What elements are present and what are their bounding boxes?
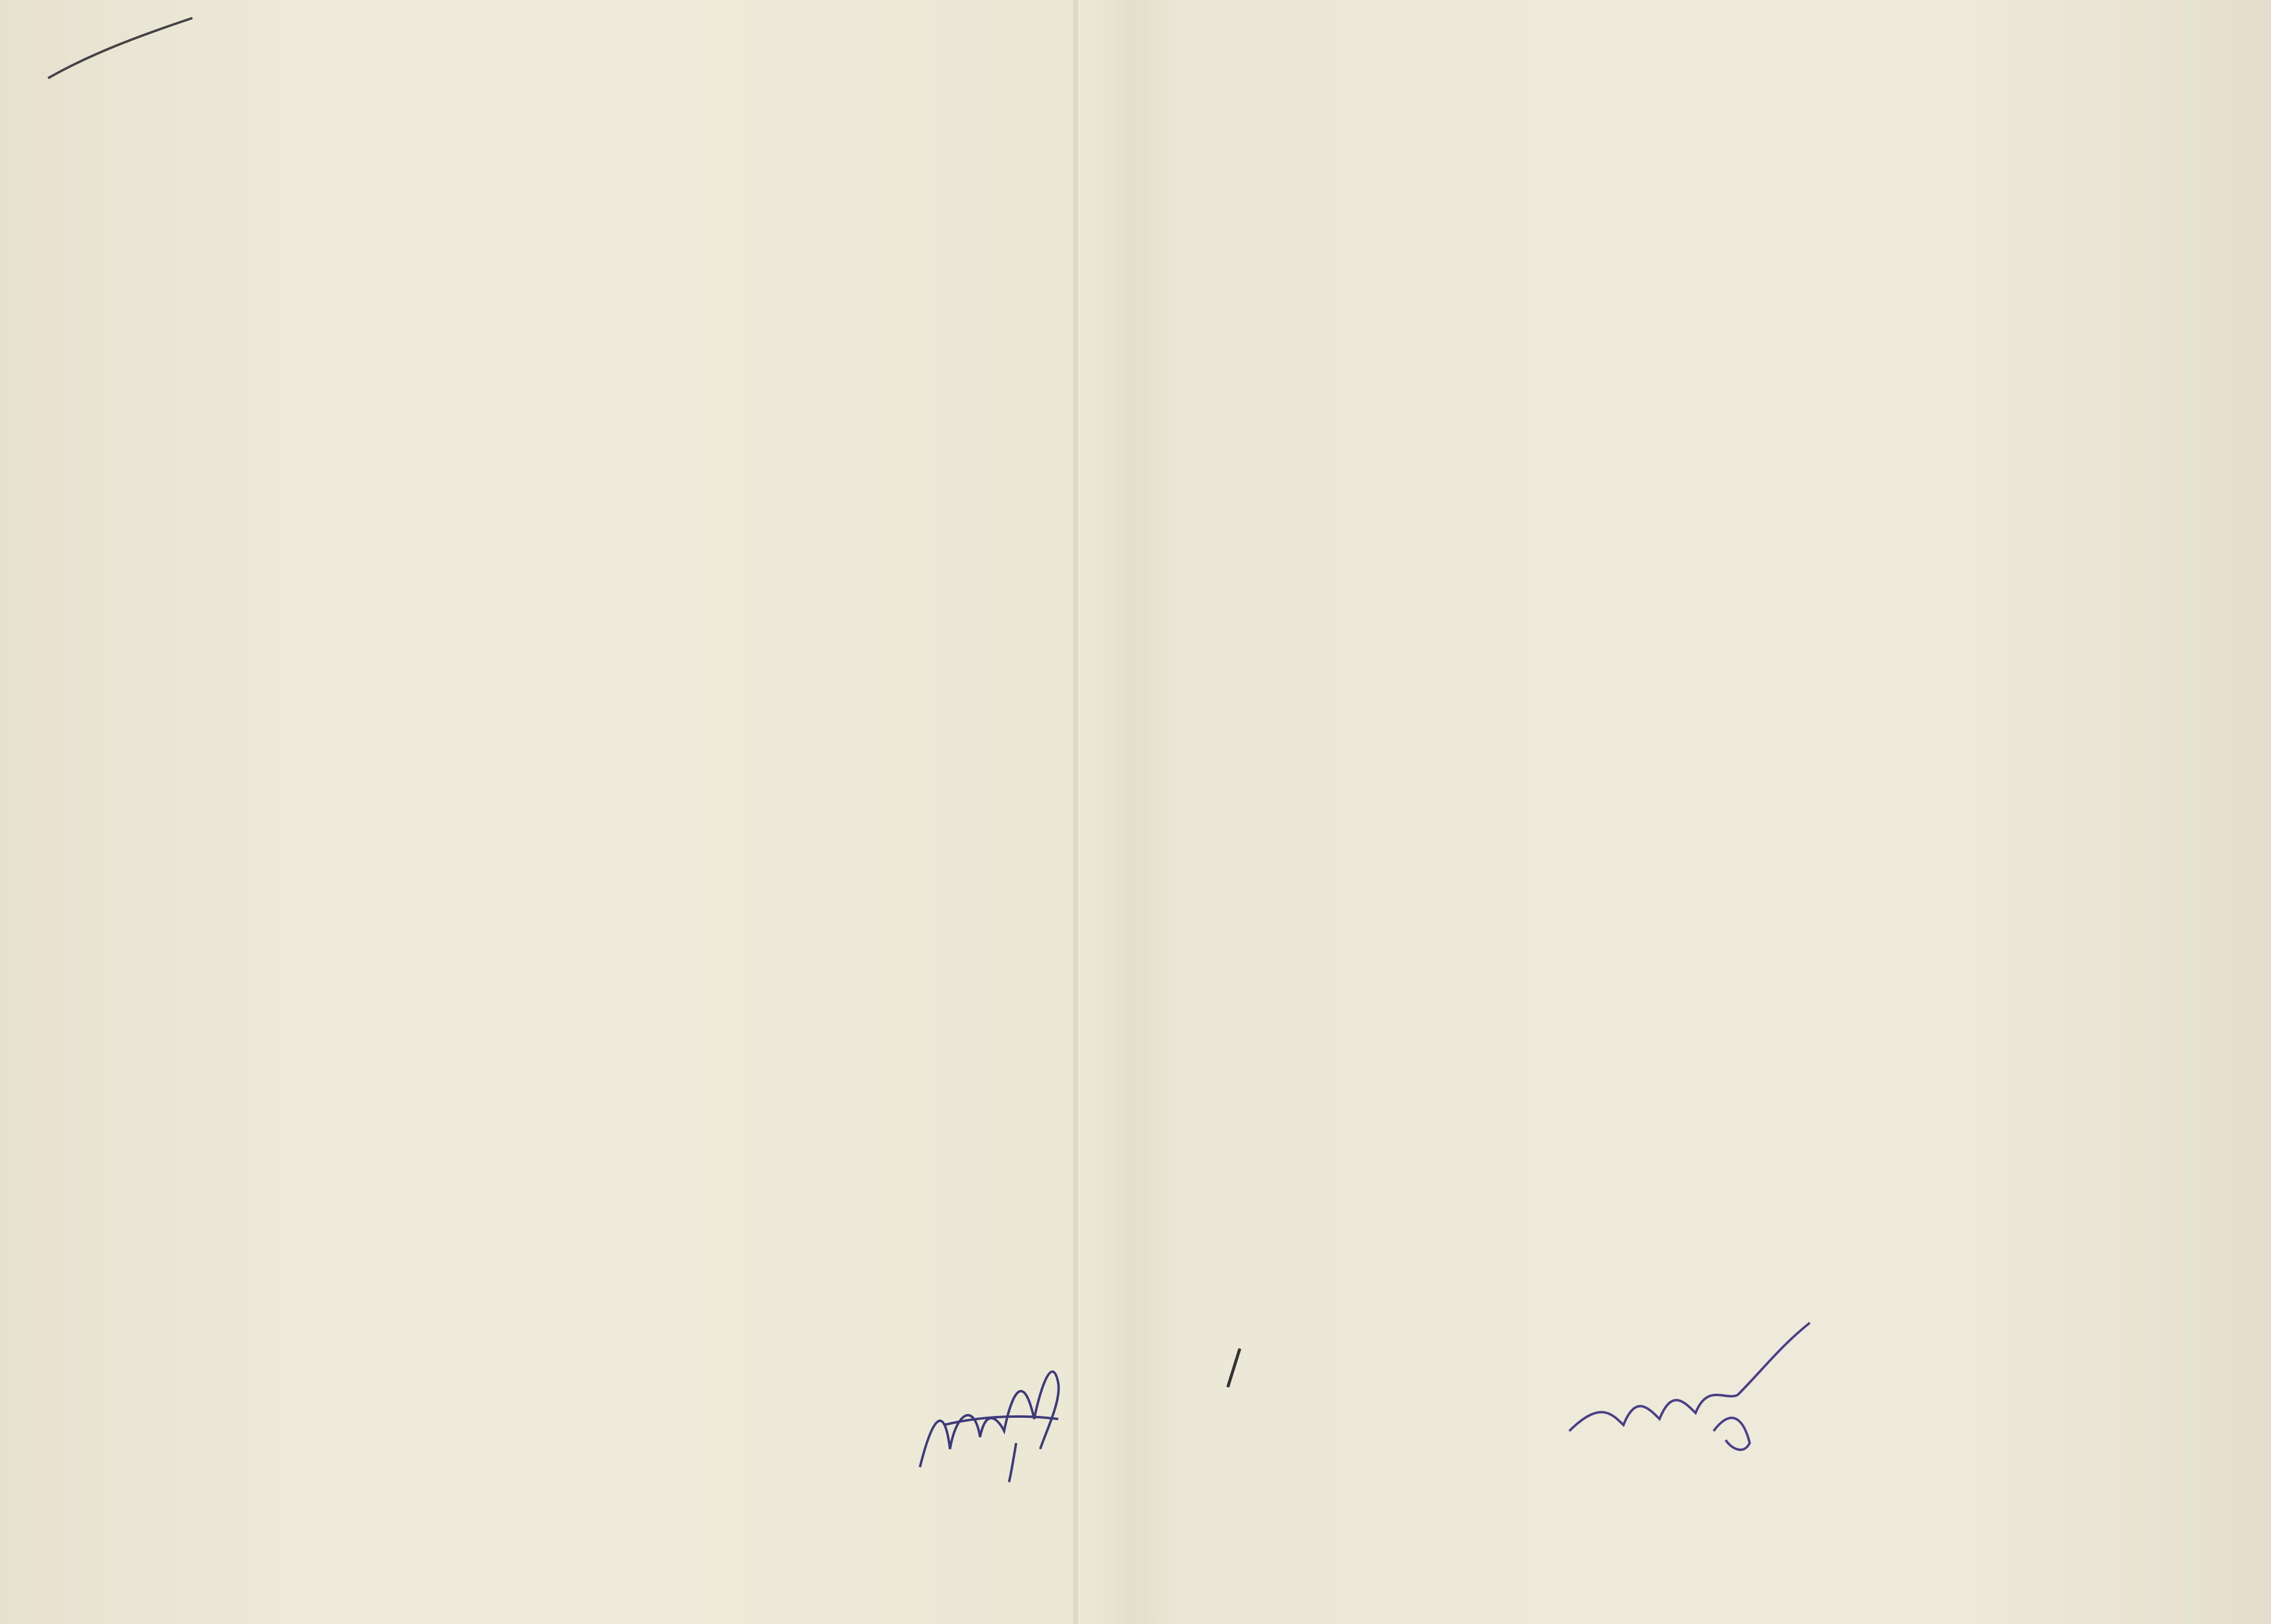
col7-header [580,174,706,271]
col26-header [1966,144,2011,313]
group-exit-header [580,90,841,132]
col19-header [1639,192,1686,313]
col17-header [1545,192,1591,313]
col16-header [1500,192,1544,313]
group-livestock-header [1362,144,1687,186]
col18-header [1592,192,1638,313]
col25-header [1920,144,1965,313]
col24-header [1875,144,1919,313]
group-dest-header [842,88,1230,136]
col2-header [90,133,127,308]
group-agri-header [1688,144,1827,192]
authorized-signature [1563,1311,1822,1455]
col13-header [1362,192,1407,313]
col6-header [521,84,576,307]
col11-header [1100,174,1227,271]
col15-header [1454,192,1498,313]
col4-header [390,84,467,307]
col20-header [1688,192,1734,313]
col14-header [1408,192,1453,313]
col12-header [1235,138,1361,271]
col3-header [133,138,386,259]
col5-header [469,84,519,307]
col21-header [1735,192,1781,313]
col-no-title [52,84,127,126]
corner-pencil-stroke [42,12,198,84]
col22-header [1782,192,1828,313]
col8-header [707,174,839,277]
chief-signature [908,1329,1082,1485]
slash-mark [1221,1344,1245,1392]
col1-header [52,133,89,308]
group-property-header [1362,90,2008,138]
col23-header [1829,144,1874,313]
col27-header [2014,120,2168,301]
col9-header [842,174,970,271]
col10-header [972,174,1098,271]
